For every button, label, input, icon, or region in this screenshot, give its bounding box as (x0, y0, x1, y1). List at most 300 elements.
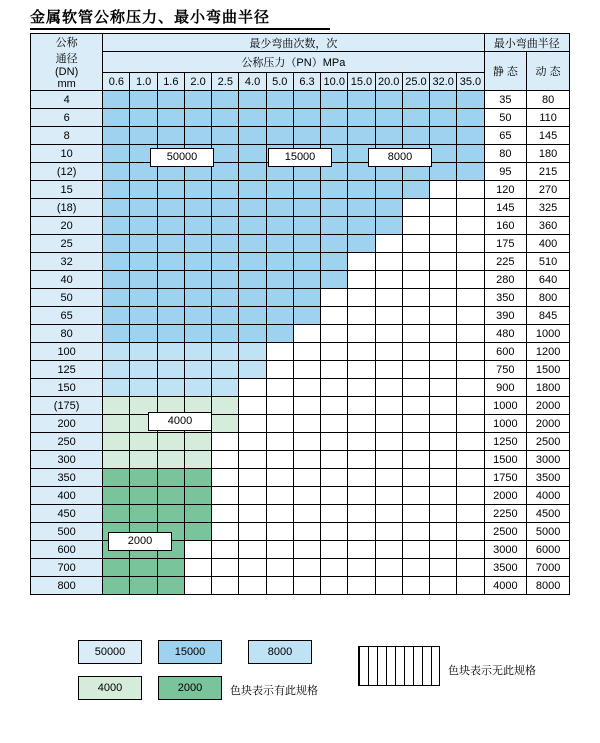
grid-cell (321, 199, 348, 217)
radius-dynamic-value: 110 (527, 109, 570, 127)
grid-cell (293, 379, 320, 397)
grid-cell (457, 577, 484, 595)
grid-cell (457, 541, 484, 559)
grid-cell (212, 217, 239, 235)
grid-cell (321, 343, 348, 361)
grid-cell (430, 271, 457, 289)
grid-cell (212, 289, 239, 307)
dn-value: (12) (31, 163, 103, 181)
grid-cell (375, 253, 402, 271)
pn-value-head-1: 1.0 (130, 73, 157, 91)
radius-static-value: 280 (484, 271, 527, 289)
radius-static-value: 145 (484, 199, 527, 217)
grid-cell (457, 379, 484, 397)
radius-static-value: 160 (484, 217, 527, 235)
grid-cell (212, 469, 239, 487)
grid-cell (321, 541, 348, 559)
grid-cell (239, 235, 266, 253)
table-head (31, 34, 570, 91)
grid-cell (239, 199, 266, 217)
grid-cell (212, 127, 239, 145)
dn-head-line-3: (DN) (55, 66, 79, 78)
grid-cell (375, 451, 402, 469)
radius-static-value: 2250 (484, 505, 527, 523)
grid-cell (266, 271, 293, 289)
radius-dynamic-value: 1200 (527, 343, 570, 361)
grid-cell (321, 307, 348, 325)
grid-cell (293, 361, 320, 379)
grid-cell (457, 199, 484, 217)
dn-value: 500 (31, 523, 103, 541)
grid-cell (402, 181, 429, 199)
pn-value-head-5: 4.0 (239, 73, 266, 91)
grid-cell (375, 343, 402, 361)
radius-static-value: 900 (484, 379, 527, 397)
grid-cell (157, 469, 184, 487)
table-row (31, 361, 570, 379)
grid-cell (402, 343, 429, 361)
grid-cell (293, 433, 320, 451)
grid-cell (402, 271, 429, 289)
grid-cell (293, 181, 320, 199)
page-title: 金属软管公称压力、最小弯曲半径 (30, 8, 271, 26)
pn-value-head-9: 15.0 (348, 73, 375, 91)
grid-cell (239, 127, 266, 145)
dn-value: 80 (31, 325, 103, 343)
grid-cell (130, 487, 157, 505)
table-row (31, 559, 570, 577)
grid-cell (348, 127, 375, 145)
grid-cell (293, 469, 320, 487)
table-row (31, 217, 570, 235)
overlay-tag-8000: 8000 (368, 148, 432, 167)
grid-cell (457, 505, 484, 523)
radius-dynamic-value: 215 (527, 163, 570, 181)
radius-static-value: 480 (484, 325, 527, 343)
grid-cell (293, 235, 320, 253)
radius-dynamic-value: 270 (527, 181, 570, 199)
grid-cell (348, 415, 375, 433)
grid-cell (430, 217, 457, 235)
grid-cell (375, 415, 402, 433)
grid-cell (321, 469, 348, 487)
grid-cell (266, 505, 293, 523)
grid-cell (184, 343, 211, 361)
grid-cell (402, 577, 429, 595)
table-row (31, 199, 570, 217)
grid-cell (457, 271, 484, 289)
grid-cell (184, 127, 211, 145)
grid-cell (375, 217, 402, 235)
radius-dynamic-value: 800 (527, 289, 570, 307)
grid-cell (430, 379, 457, 397)
grid-cell (375, 559, 402, 577)
grid-cell (212, 253, 239, 271)
grid-cell (239, 469, 266, 487)
dn-value: 300 (31, 451, 103, 469)
radius-static-value: 390 (484, 307, 527, 325)
grid-cell (430, 181, 457, 199)
grid-cell (348, 577, 375, 595)
radius-dynamic-value: 400 (527, 235, 570, 253)
radius-static-value: 750 (484, 361, 527, 379)
grid-cell (293, 451, 320, 469)
dn-head-line-4: mm (57, 78, 76, 90)
grid-cell (430, 541, 457, 559)
grid-cell (430, 433, 457, 451)
grid-cell (457, 325, 484, 343)
grid-cell (103, 487, 130, 505)
grid-cell (157, 487, 184, 505)
radius-dynamic-value: 510 (527, 253, 570, 271)
grid-cell (157, 289, 184, 307)
grid-cell (130, 559, 157, 577)
grid-cell (430, 289, 457, 307)
grid-cell (321, 217, 348, 235)
dn-head-line-1: 公称 (55, 37, 78, 49)
grid-cell (375, 361, 402, 379)
grid-cell (157, 127, 184, 145)
grid-cell (348, 451, 375, 469)
grid-cell (130, 343, 157, 361)
radius-dynamic-value: 7000 (527, 559, 570, 577)
grid-cell (266, 343, 293, 361)
dn-value: 32 (31, 253, 103, 271)
radius-static-value: 35 (484, 91, 527, 109)
grid-cell (212, 307, 239, 325)
dn-value: 20 (31, 217, 103, 235)
grid-cell (266, 109, 293, 127)
grid-cell (103, 397, 130, 415)
grid-cell (402, 91, 429, 109)
dn-value: (175) (31, 397, 103, 415)
grid-cell (348, 523, 375, 541)
dn-value: 100 (31, 343, 103, 361)
grid-cell (103, 577, 130, 595)
grid-cell (103, 127, 130, 145)
pn-value-head-8: 10.0 (321, 73, 348, 91)
radius-dynamic-value: 4000 (527, 487, 570, 505)
grid-cell (184, 577, 211, 595)
table-row (31, 289, 570, 307)
grid-cell (212, 577, 239, 595)
radius-dynamic-value: 325 (527, 199, 570, 217)
grid-cell (375, 181, 402, 199)
grid-cell (130, 469, 157, 487)
grid-cell (457, 559, 484, 577)
radius-dynamic-value: 2000 (527, 397, 570, 415)
grid-cell (348, 379, 375, 397)
radius-dynamic-value: 180 (527, 145, 570, 163)
grid-cell (375, 523, 402, 541)
grid-cell (184, 289, 211, 307)
grid-cell (375, 577, 402, 595)
grid-cell (402, 433, 429, 451)
radius-static-value: 350 (484, 289, 527, 307)
grid-cell (402, 109, 429, 127)
grid-cell (375, 307, 402, 325)
grid-cell (157, 343, 184, 361)
radius-dynamic-value: 1000 (527, 325, 570, 343)
grid-cell (348, 91, 375, 109)
grid-cell (321, 325, 348, 343)
table-row (31, 271, 570, 289)
grid-cell (348, 253, 375, 271)
grid-cell (430, 577, 457, 595)
grid-cell (130, 307, 157, 325)
grid-cell (348, 307, 375, 325)
pn-value-head-12: 32.0 (430, 73, 457, 91)
grid-cell (130, 217, 157, 235)
grid-cell (239, 487, 266, 505)
table-row (31, 181, 570, 199)
grid-cell (130, 109, 157, 127)
radius-static-value: 1000 (484, 397, 527, 415)
grid-cell (402, 325, 429, 343)
grid-cell (293, 397, 320, 415)
grid-cell (402, 415, 429, 433)
grid-cell (239, 541, 266, 559)
grid-cell (402, 361, 429, 379)
grid-cell (266, 91, 293, 109)
overlay-tag-2000: 2000 (108, 532, 172, 551)
grid-cell (457, 343, 484, 361)
radius-dynamic-value: 360 (527, 217, 570, 235)
grid-cell (157, 361, 184, 379)
grid-cell (457, 145, 484, 163)
grid-cell (239, 109, 266, 127)
grid-cell (348, 361, 375, 379)
grid-cell (457, 163, 484, 181)
grid-cell (321, 487, 348, 505)
grid-cell (293, 325, 320, 343)
grid-cell (348, 271, 375, 289)
radius-static-value: 2000 (484, 487, 527, 505)
grid-cell (348, 235, 375, 253)
radius-static-value: 65 (484, 127, 527, 145)
grid-cell (430, 397, 457, 415)
grid-cell (239, 325, 266, 343)
radius-dynamic-value: 640 (527, 271, 570, 289)
grid-cell (184, 271, 211, 289)
radius-dynamic-value: 3500 (527, 469, 570, 487)
grid-cell (293, 127, 320, 145)
grid-cell (266, 541, 293, 559)
grid-cell (348, 433, 375, 451)
grid-cell (348, 181, 375, 199)
grid-cell (103, 163, 130, 181)
grid-cell (266, 451, 293, 469)
grid-cell (212, 91, 239, 109)
bend-count-head: 最少弯曲次数，次 (103, 34, 484, 52)
grid-cell (103, 325, 130, 343)
grid-cell (321, 433, 348, 451)
dn-head-cell (31, 34, 103, 91)
grid-cell (239, 271, 266, 289)
grid-cell (430, 523, 457, 541)
grid-cell (348, 559, 375, 577)
grid-cell (321, 577, 348, 595)
radius-dynamic-value: 145 (527, 127, 570, 145)
grid-cell (348, 541, 375, 559)
radius-dynamic-value: 2500 (527, 433, 570, 451)
grid-cell (184, 109, 211, 127)
dn-value: 150 (31, 379, 103, 397)
grid-cell (212, 415, 239, 433)
grid-cell (402, 253, 429, 271)
grid-cell (402, 451, 429, 469)
grid-cell (212, 271, 239, 289)
bend-radius-head: 最小弯曲半径 (484, 34, 569, 52)
grid-cell (130, 271, 157, 289)
grid-cell (103, 469, 130, 487)
dn-value: 125 (31, 361, 103, 379)
grid-cell (402, 469, 429, 487)
grid-cell (430, 451, 457, 469)
grid-cell (212, 505, 239, 523)
grid-cell (293, 487, 320, 505)
grid-cell (293, 559, 320, 577)
grid-cell (130, 235, 157, 253)
grid-cell (212, 145, 239, 163)
grid-cell (212, 361, 239, 379)
radius-static-value: 1750 (484, 469, 527, 487)
grid-cell (130, 91, 157, 109)
grid-cell (239, 361, 266, 379)
grid-cell (212, 451, 239, 469)
grid-cell (457, 361, 484, 379)
grid-cell (457, 451, 484, 469)
radius-static-value: 600 (484, 343, 527, 361)
grid-cell (430, 109, 457, 127)
radius-static-value: 225 (484, 253, 527, 271)
grid-cell (321, 253, 348, 271)
overlay-tag-15000: 15000 (268, 148, 332, 167)
grid-cell (266, 325, 293, 343)
radius-dynamic-head: 动 态 (527, 52, 570, 91)
grid-cell (184, 541, 211, 559)
grid-cell (430, 127, 457, 145)
grid-cell (103, 451, 130, 469)
grid-cell (375, 487, 402, 505)
grid-cell (348, 199, 375, 217)
radius-static-value: 3500 (484, 559, 527, 577)
grid-cell (130, 289, 157, 307)
grid-cell (293, 289, 320, 307)
grid-cell (348, 217, 375, 235)
grid-cell (212, 559, 239, 577)
grid-cell (321, 379, 348, 397)
legend-item-15000: 15000 (158, 640, 222, 664)
grid-cell (130, 127, 157, 145)
grid-cell (184, 487, 211, 505)
grid-cell (348, 325, 375, 343)
grid-cell (321, 289, 348, 307)
pn-value-head-6: 5.0 (266, 73, 293, 91)
grid-cell (430, 199, 457, 217)
grid-cell (321, 523, 348, 541)
grid-cell (103, 505, 130, 523)
grid-cell (375, 127, 402, 145)
grid-cell (184, 559, 211, 577)
pn-value-head-13: 35.0 (457, 73, 484, 91)
grid-cell (430, 487, 457, 505)
grid-cell (430, 145, 457, 163)
radius-static-head: 静 态 (484, 52, 527, 91)
grid-cell (239, 379, 266, 397)
grid-cell (321, 127, 348, 145)
pn-value-head-7: 6.3 (293, 73, 320, 91)
grid-cell (348, 343, 375, 361)
grid-cell (402, 127, 429, 145)
grid-cell (103, 559, 130, 577)
grid-cell (157, 433, 184, 451)
grid-cell (266, 469, 293, 487)
grid-cell (184, 235, 211, 253)
pn-head: 公称压力（PN）MPa (103, 52, 484, 73)
grid-cell (103, 415, 130, 433)
table-row (31, 379, 570, 397)
grid-cell (402, 199, 429, 217)
grid-cell (348, 487, 375, 505)
grid-cell (212, 397, 239, 415)
table-row (31, 235, 570, 253)
grid-cell (157, 307, 184, 325)
grid-cell (184, 325, 211, 343)
grid-cell (266, 127, 293, 145)
grid-cell (402, 397, 429, 415)
grid-cell (239, 145, 266, 163)
grid-cell (266, 415, 293, 433)
grid-cell (457, 487, 484, 505)
grid-cell (375, 91, 402, 109)
radius-dynamic-value: 1800 (527, 379, 570, 397)
grid-cell (239, 433, 266, 451)
grid-cell (157, 325, 184, 343)
radius-dynamic-value: 6000 (527, 541, 570, 559)
table-row (31, 505, 570, 523)
grid-cell (293, 415, 320, 433)
grid-cell (212, 235, 239, 253)
grid-cell (212, 523, 239, 541)
grid-cell (184, 361, 211, 379)
grid-cell (239, 307, 266, 325)
dn-value: 65 (31, 307, 103, 325)
grid-cell (103, 217, 130, 235)
grid-cell (375, 199, 402, 217)
grid-cell (157, 271, 184, 289)
radius-dynamic-value: 845 (527, 307, 570, 325)
grid-cell (130, 325, 157, 343)
grid-cell (239, 523, 266, 541)
grid-cell (239, 559, 266, 577)
table-row (31, 91, 570, 109)
dn-value: 6 (31, 109, 103, 127)
grid-cell (130, 181, 157, 199)
grid-cell (266, 559, 293, 577)
grid-cell (457, 91, 484, 109)
grid-cell (266, 217, 293, 235)
grid-cell (375, 379, 402, 397)
grid-cell (212, 433, 239, 451)
grid-cell (212, 541, 239, 559)
grid-cell (103, 235, 130, 253)
grid-cell (457, 307, 484, 325)
grid-cell (430, 415, 457, 433)
grid-cell (266, 523, 293, 541)
grid-cell (293, 523, 320, 541)
grid-cell (293, 217, 320, 235)
